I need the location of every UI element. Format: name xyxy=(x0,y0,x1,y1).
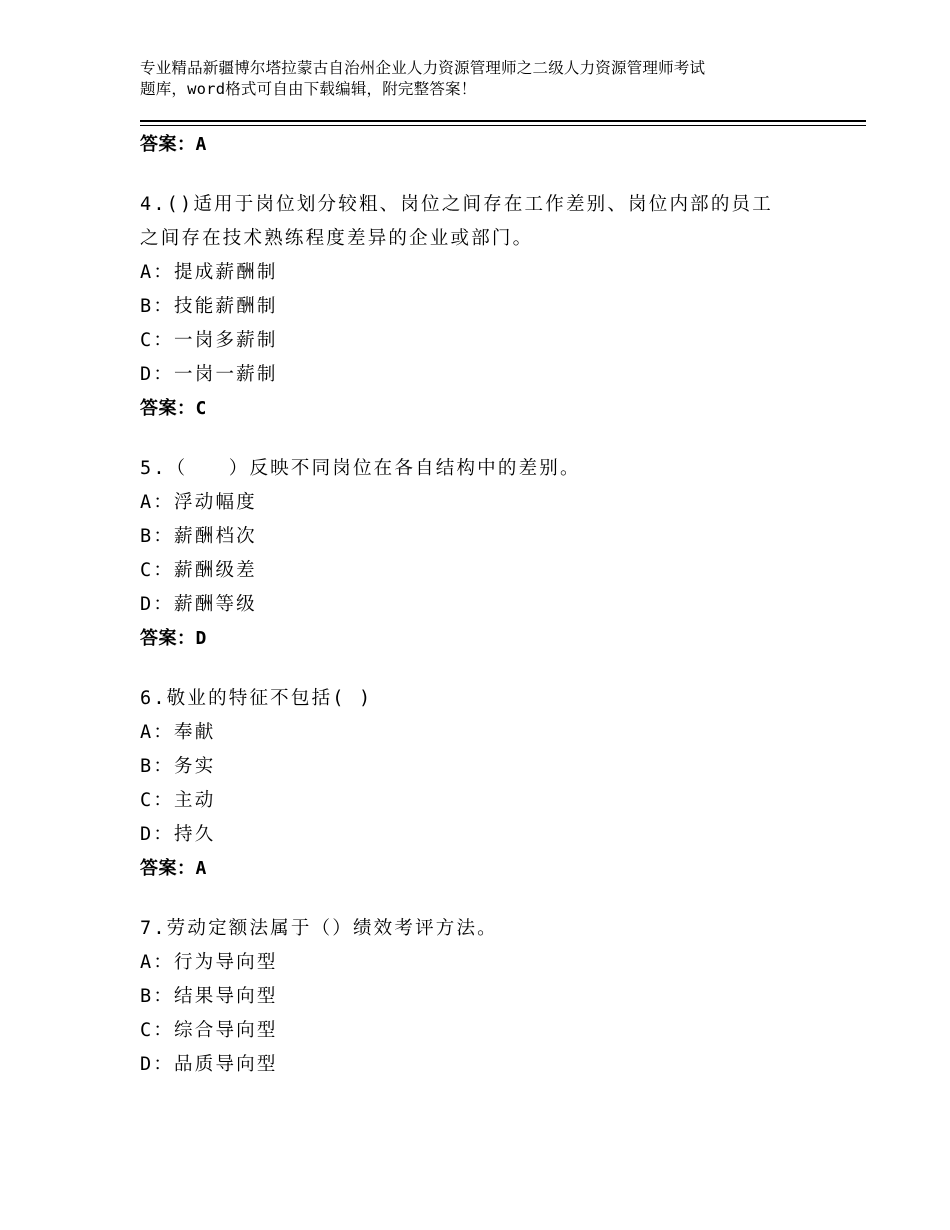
option-c: C：一岗多薪制 xyxy=(140,330,278,351)
question-stem: 5.（ ）反映不同岗位在各自结构中的差别。 xyxy=(140,458,581,479)
option-d: D：持久 xyxy=(140,824,216,845)
header-rule-thick xyxy=(140,120,866,122)
document-header xyxy=(140,58,840,100)
option-a: A：提成薪酬制 xyxy=(140,262,278,283)
header-line-2: 题库，word格式可自由下载编辑，附完整答案！ xyxy=(140,80,477,98)
option-b: B：薪酬档次 xyxy=(140,526,257,547)
option-b: B：务实 xyxy=(140,756,216,777)
question-5 xyxy=(140,452,840,656)
question-stem: 之间存在技术熟练程度差异的企业或部门。 xyxy=(140,228,534,249)
spacer xyxy=(140,656,840,682)
question-4 xyxy=(140,188,840,426)
option-d: D：品质导向型 xyxy=(140,1054,278,1075)
spacer xyxy=(140,886,840,912)
option-a: A：浮动幅度 xyxy=(140,492,257,513)
header-line-1: 专业精品新疆博尔塔拉蒙古自治州企业人力资源管理师之二级人力资源管理师考试 xyxy=(140,59,706,77)
question-stem: 4.()适用于岗位划分较粗、岗位之间存在工作差别、岗位内部的员工 xyxy=(140,194,773,215)
answer-label: 答案：C xyxy=(140,398,207,419)
question-stem: 7.劳动定额法属于（）绩效考评方法。 xyxy=(140,918,498,939)
option-c: C：综合导向型 xyxy=(140,1020,278,1041)
option-d: D：薪酬等级 xyxy=(140,594,257,615)
option-c: C：主动 xyxy=(140,790,216,811)
answer-label: 答案：A xyxy=(140,858,207,879)
question-7 xyxy=(140,912,840,1082)
option-a: A：奉献 xyxy=(140,722,216,743)
option-c: C：薪酬级差 xyxy=(140,560,257,581)
option-d: D：一岗一薪制 xyxy=(140,364,278,385)
question-list xyxy=(140,128,840,1082)
question-stem: 6.敬业的特征不包括( ) xyxy=(140,688,373,709)
header-rule-thin xyxy=(140,125,866,126)
option-a: A：行为导向型 xyxy=(140,952,278,973)
spacer xyxy=(140,426,840,452)
answer-label: 答案：D xyxy=(140,628,207,649)
answer-label: 答案：A xyxy=(140,134,207,155)
question-6 xyxy=(140,682,840,886)
option-b: B：技能薪酬制 xyxy=(140,296,278,317)
option-b: B：结果导向型 xyxy=(140,986,278,1007)
spacer xyxy=(140,162,840,188)
